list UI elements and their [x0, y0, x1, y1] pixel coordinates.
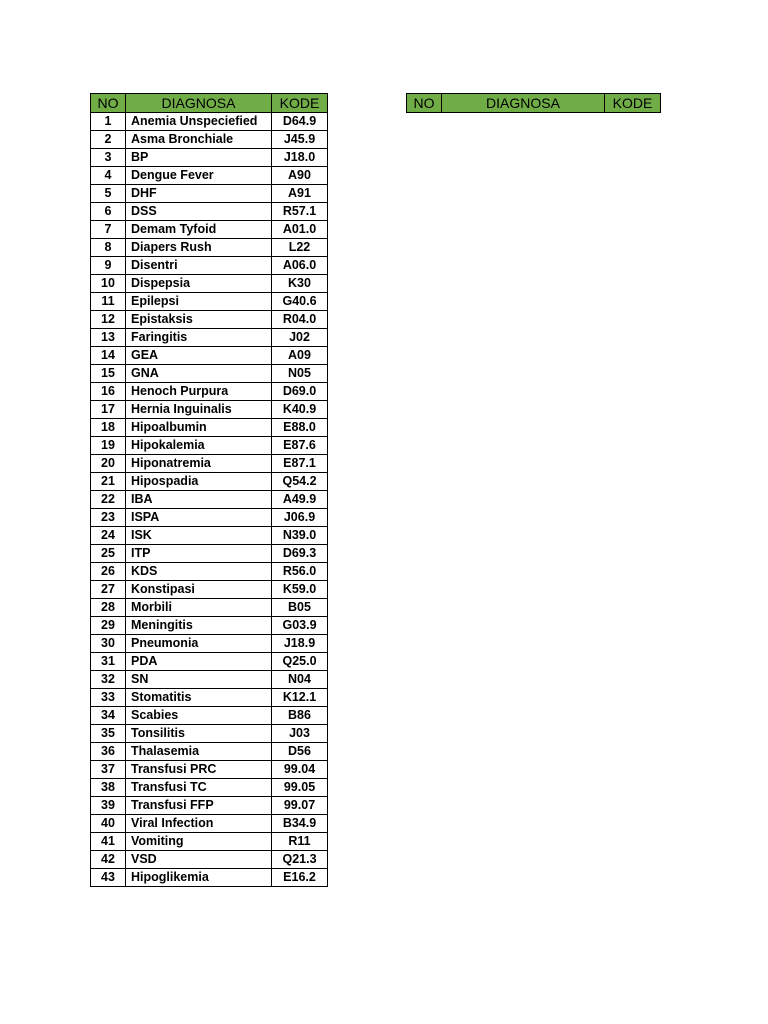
row-diagnosa: Hipospadia: [126, 473, 272, 491]
row-no: 32: [91, 671, 126, 689]
row-diagnosa: Hipoglikemia: [126, 869, 272, 887]
table-row: [91, 563, 328, 581]
row-no: 40: [91, 815, 126, 833]
row-diagnosa: ITP: [126, 545, 272, 563]
row-kode: 99.05: [272, 779, 328, 797]
row-diagnosa: Disentri: [126, 257, 272, 275]
table-row: [91, 509, 328, 527]
table-body: [91, 113, 328, 887]
row-diagnosa: DHF: [126, 185, 272, 203]
table-row: [91, 851, 328, 869]
row-diagnosa: ISPA: [126, 509, 272, 527]
row-diagnosa: Henoch Purpura: [126, 383, 272, 401]
row-diagnosa: VSD: [126, 851, 272, 869]
table-row: [91, 221, 328, 239]
table-row: [91, 401, 328, 419]
table-row: [91, 779, 328, 797]
table-row: [91, 635, 328, 653]
row-kode: A90: [272, 167, 328, 185]
table-row: [91, 653, 328, 671]
header-no: NO: [407, 94, 442, 113]
row-diagnosa: Demam Tyfoid: [126, 221, 272, 239]
row-kode: R56.0: [272, 563, 328, 581]
row-diagnosa: Hernia Inguinalis: [126, 401, 272, 419]
row-diagnosa: Pneumonia: [126, 635, 272, 653]
table-header-row: [407, 94, 661, 113]
row-diagnosa: Tonsilitis: [126, 725, 272, 743]
row-kode: Q54.2: [272, 473, 328, 491]
row-no: 43: [91, 869, 126, 887]
row-diagnosa: Hiponatremia: [126, 455, 272, 473]
row-no: 21: [91, 473, 126, 491]
row-no: 16: [91, 383, 126, 401]
row-no: 17: [91, 401, 126, 419]
table-row: [91, 743, 328, 761]
row-kode: E16.2: [272, 869, 328, 887]
row-kode: B34.9: [272, 815, 328, 833]
row-no: 25: [91, 545, 126, 563]
row-no: 6: [91, 203, 126, 221]
header-diagnosa: DIAGNOSA: [442, 94, 605, 113]
row-no: 26: [91, 563, 126, 581]
row-diagnosa: Morbili: [126, 599, 272, 617]
row-diagnosa: Dengue Fever: [126, 167, 272, 185]
table-row: [91, 329, 328, 347]
row-diagnosa: Vomiting: [126, 833, 272, 851]
row-no: 7: [91, 221, 126, 239]
table-row: [91, 365, 328, 383]
row-diagnosa: BP: [126, 149, 272, 167]
header-diagnosa: DIAGNOSA: [126, 94, 272, 113]
row-no: 42: [91, 851, 126, 869]
row-no: 15: [91, 365, 126, 383]
row-kode: N05: [272, 365, 328, 383]
row-kode: D69.0: [272, 383, 328, 401]
row-no: 11: [91, 293, 126, 311]
row-diagnosa: Transfusi TC: [126, 779, 272, 797]
row-diagnosa: Asma Bronchiale: [126, 131, 272, 149]
table-row: [91, 617, 328, 635]
row-diagnosa: GEA: [126, 347, 272, 365]
row-no: 8: [91, 239, 126, 257]
header-kode: KODE: [272, 94, 328, 113]
table-row: [91, 383, 328, 401]
row-no: 18: [91, 419, 126, 437]
table-row: [91, 257, 328, 275]
row-no: 23: [91, 509, 126, 527]
table-row: [91, 203, 328, 221]
row-kode: K12.1: [272, 689, 328, 707]
row-kode: N04: [272, 671, 328, 689]
table-row: [91, 815, 328, 833]
row-diagnosa: Meningitis: [126, 617, 272, 635]
row-kode: 99.07: [272, 797, 328, 815]
row-no: 3: [91, 149, 126, 167]
row-diagnosa: Konstipasi: [126, 581, 272, 599]
row-diagnosa: IBA: [126, 491, 272, 509]
table-row: [91, 293, 328, 311]
row-no: 36: [91, 743, 126, 761]
table-row: [91, 455, 328, 473]
table-row: [91, 239, 328, 257]
row-no: 22: [91, 491, 126, 509]
row-diagnosa: Diapers Rush: [126, 239, 272, 257]
row-no: 35: [91, 725, 126, 743]
row-no: 24: [91, 527, 126, 545]
row-diagnosa: Thalasemia: [126, 743, 272, 761]
diagnosis-code-table: [90, 93, 328, 887]
table-row: [91, 797, 328, 815]
table-row: [91, 581, 328, 599]
row-kode: A06.0: [272, 257, 328, 275]
row-kode: A91: [272, 185, 328, 203]
row-no: 29: [91, 617, 126, 635]
table-row: [91, 707, 328, 725]
row-kode: E87.6: [272, 437, 328, 455]
table-row: [91, 689, 328, 707]
table-row: [91, 311, 328, 329]
row-no: 2: [91, 131, 126, 149]
row-diagnosa: Epilepsi: [126, 293, 272, 311]
row-diagnosa: Transfusi FFP: [126, 797, 272, 815]
table-row: [91, 347, 328, 365]
table-row: [91, 527, 328, 545]
row-no: 41: [91, 833, 126, 851]
row-diagnosa: Hipoalbumin: [126, 419, 272, 437]
row-diagnosa: PDA: [126, 653, 272, 671]
row-no: 20: [91, 455, 126, 473]
row-no: 31: [91, 653, 126, 671]
row-kode: A01.0: [272, 221, 328, 239]
row-no: 1: [91, 113, 126, 131]
empty-diagnosis-table: [406, 93, 661, 113]
row-diagnosa: Epistaksis: [126, 311, 272, 329]
table-header-row: [91, 94, 328, 113]
row-diagnosa: Viral Infection: [126, 815, 272, 833]
row-kode: R11: [272, 833, 328, 851]
row-diagnosa: KDS: [126, 563, 272, 581]
table-row: [91, 419, 328, 437]
row-diagnosa: Transfusi PRC: [126, 761, 272, 779]
row-diagnosa: Dispepsia: [126, 275, 272, 293]
table-row: [91, 599, 328, 617]
row-kode: B86: [272, 707, 328, 725]
row-no: 34: [91, 707, 126, 725]
row-no: 37: [91, 761, 126, 779]
row-kode: G40.6: [272, 293, 328, 311]
row-diagnosa: Scabies: [126, 707, 272, 725]
row-kode: R57.1: [272, 203, 328, 221]
row-no: 30: [91, 635, 126, 653]
row-kode: K40.9: [272, 401, 328, 419]
table-row: [91, 113, 328, 131]
header-no: NO: [91, 94, 126, 113]
row-no: 19: [91, 437, 126, 455]
row-kode: J03: [272, 725, 328, 743]
table-row: [91, 437, 328, 455]
row-no: 5: [91, 185, 126, 203]
row-kode: Q21.3: [272, 851, 328, 869]
row-no: 38: [91, 779, 126, 797]
row-kode: L22: [272, 239, 328, 257]
row-kode: J18.9: [272, 635, 328, 653]
row-kode: A49.9: [272, 491, 328, 509]
row-kode: D69.3: [272, 545, 328, 563]
row-no: 13: [91, 329, 126, 347]
row-no: 39: [91, 797, 126, 815]
row-kode: A09: [272, 347, 328, 365]
row-kode: D56: [272, 743, 328, 761]
row-no: 4: [91, 167, 126, 185]
table-row: [91, 833, 328, 851]
row-kode: K30: [272, 275, 328, 293]
table-row: [91, 473, 328, 491]
table-row: [91, 275, 328, 293]
row-kode: J02: [272, 329, 328, 347]
row-no: 12: [91, 311, 126, 329]
row-kode: J06.9: [272, 509, 328, 527]
table-row: [91, 149, 328, 167]
row-kode: E88.0: [272, 419, 328, 437]
row-no: 14: [91, 347, 126, 365]
row-kode: E87.1: [272, 455, 328, 473]
table-row: [91, 491, 328, 509]
row-kode: Q25.0: [272, 653, 328, 671]
table-row: [91, 671, 328, 689]
row-kode: K59.0: [272, 581, 328, 599]
row-no: 27: [91, 581, 126, 599]
row-no: 28: [91, 599, 126, 617]
row-diagnosa: Hipokalemia: [126, 437, 272, 455]
row-diagnosa: SN: [126, 671, 272, 689]
row-diagnosa: Anemia Unspeciefied: [126, 113, 272, 131]
table-row: [91, 545, 328, 563]
table-row: [91, 167, 328, 185]
row-diagnosa: DSS: [126, 203, 272, 221]
table-row: [91, 869, 328, 887]
row-no: 10: [91, 275, 126, 293]
table-row: [91, 185, 328, 203]
row-kode: J18.0: [272, 149, 328, 167]
row-kode: D64.9: [272, 113, 328, 131]
row-kode: G03.9: [272, 617, 328, 635]
row-diagnosa: ISK: [126, 527, 272, 545]
row-kode: B05: [272, 599, 328, 617]
row-diagnosa: Faringitis: [126, 329, 272, 347]
row-diagnosa: Stomatitis: [126, 689, 272, 707]
table-row: [91, 725, 328, 743]
table-row: [91, 761, 328, 779]
row-kode: N39.0: [272, 527, 328, 545]
row-kode: J45.9: [272, 131, 328, 149]
row-diagnosa: GNA: [126, 365, 272, 383]
table-row: [91, 131, 328, 149]
row-kode: R04.0: [272, 311, 328, 329]
row-no: 9: [91, 257, 126, 275]
row-kode: 99.04: [272, 761, 328, 779]
row-no: 33: [91, 689, 126, 707]
header-kode: KODE: [605, 94, 661, 113]
